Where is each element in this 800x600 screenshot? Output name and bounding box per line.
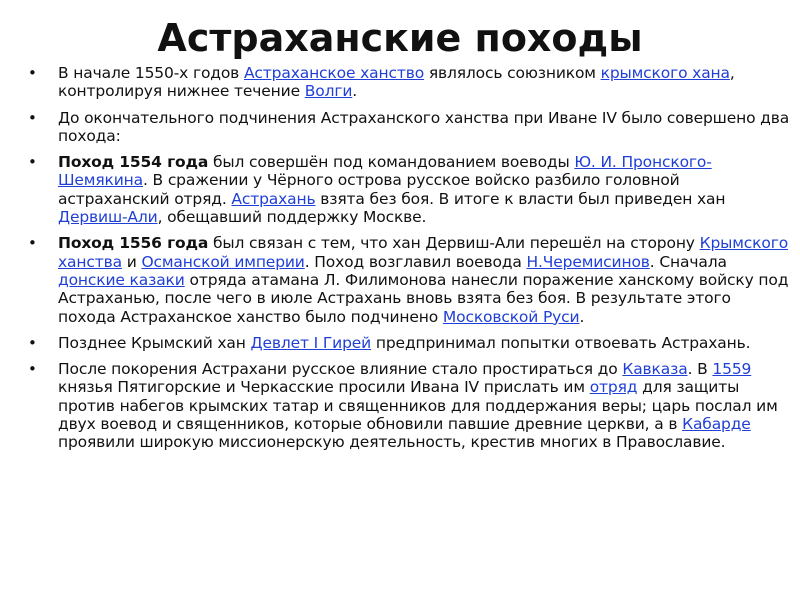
hyperlink[interactable]: Кавказа (622, 360, 688, 379)
body-text: взята без боя. В итоге к власти был приведен хан (315, 189, 726, 208)
bullet-text (58, 109, 789, 145)
body-text: . Сначала (649, 252, 727, 271)
body-text: был совершён под командованием воеводы (208, 153, 575, 172)
body-text: был связан с тем, что хан Дервиш-Али перешёл на сторону (208, 234, 700, 253)
bullet-point-icon: • (28, 234, 37, 253)
bold-heading-text: Поход 1554 года (58, 153, 209, 172)
bullet-point-icon: • (28, 108, 37, 127)
hyperlink[interactable]: Дервиш-Али (58, 208, 158, 227)
body-text: В начале 1550-х годов (58, 64, 244, 82)
body-text: После покорения Астрахани русское влияние стало простираться до (58, 360, 623, 379)
hyperlink[interactable]: донские казаки (58, 270, 185, 289)
hyperlink[interactable]: Кабарде (682, 415, 751, 434)
body-text: . Поход возглавил воевода (304, 252, 527, 271)
bullet-item (22, 234, 792, 325)
hyperlink[interactable]: Астраханское ханство (243, 64, 425, 82)
body-text: отряда атамана Л. Филимонова нанесли поражение ханскому войску под Астраханью, после чего в июле Астрахань вновь взята без боя. В результате этого похода Астраханское ханство было подчинено (58, 270, 789, 326)
body-text: . В сражении у Чёрного острова русское войско разбило головной астраханский отряд. (58, 171, 680, 208)
body-text: предпринимал попытки отвоевать Астрахань. (371, 333, 751, 352)
hyperlink[interactable]: Н.Черемисинов (526, 252, 650, 271)
hyperlink[interactable]: 1559 (712, 360, 752, 379)
bullet-item (22, 153, 792, 226)
bold-heading-text: Поход 1556 года (58, 234, 209, 253)
hyperlink[interactable]: отряд (589, 378, 638, 397)
bullet-point-icon: • (28, 333, 37, 352)
body-text: , контролируя нижнее течение (58, 64, 735, 101)
bullet-text (58, 334, 750, 352)
bullet-text (58, 64, 735, 100)
body-text: являлось союзником (424, 64, 601, 82)
hyperlink[interactable]: Османской империи (141, 252, 305, 271)
hyperlink[interactable]: Ю. И. Пронского-Шемякина (58, 153, 712, 190)
hyperlink[interactable]: Девлет I Гирей (250, 333, 372, 352)
hyperlink[interactable]: Волги (304, 82, 353, 101)
bullet-point-icon: • (28, 153, 37, 172)
hyperlink[interactable]: Астрахань (231, 189, 316, 208)
bullet-text (58, 234, 788, 325)
body-text: . В (687, 360, 713, 379)
bullet-item (22, 360, 792, 451)
bullet-text (58, 153, 725, 226)
body-text: проявили широкую миссионерскую деятельность, крестив многих в Православие. (58, 433, 726, 452)
slide-title: Астраханские походы (157, 16, 643, 60)
bullet-list (22, 64, 792, 460)
body-text: князья Пятигорские и Черкасские просили Ивана IV прислать им (58, 378, 590, 397)
hyperlink[interactable]: крымского хана (600, 64, 730, 82)
body-text: для защиты против набегов крымских татар и священников для поддержания веры; царь послал им двух воевод и священников, которые обновили павшие древние церкви, а в (58, 378, 778, 434)
bullet-point-icon: • (28, 64, 37, 82)
body-text: . (352, 82, 358, 101)
body-text: До окончательного подчинения Астраханского ханства при Иване IV было совершено два похода: (58, 108, 790, 145)
body-text: . (579, 307, 585, 326)
bullet-item (22, 334, 792, 352)
body-text: , обещавший поддержку Москве. (157, 208, 427, 227)
hyperlink[interactable]: Крымского ханства (58, 234, 789, 271)
bullet-text (58, 360, 778, 451)
bullet-item (22, 64, 792, 101)
body-text: и (121, 252, 142, 271)
bullet-point-icon: • (28, 360, 37, 379)
hyperlink[interactable]: Московской Руси (442, 307, 580, 326)
bullet-item (22, 109, 792, 146)
body-text: Позднее Крымский хан (58, 333, 251, 352)
